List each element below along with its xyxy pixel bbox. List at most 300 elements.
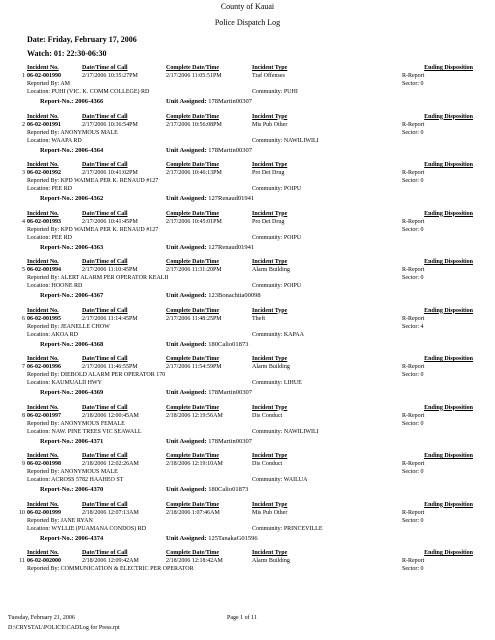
complete-time: 2/18/2006 12:18:42AM: [166, 558, 223, 564]
sector-label: Sector:: [402, 420, 419, 427]
incident-type: Theft: [252, 315, 265, 322]
ending-disposition: R-Report: [402, 170, 425, 176]
community-label: Community:: [252, 234, 283, 241]
incident-number: 06-02-001991: [27, 121, 61, 128]
unit-assigned: [166, 147, 252, 154]
community-value: NAWILIWILI: [283, 137, 319, 144]
report-number: [40, 244, 103, 251]
complete-time: 2/17/2006 10:45:01PM: [166, 218, 222, 225]
report-number: [40, 147, 103, 154]
reported-by: [27, 421, 125, 428]
sector: [402, 227, 424, 234]
report-number-value: 2006-4371: [75, 437, 104, 445]
location: [27, 283, 82, 290]
sector-value: 0: [420, 81, 424, 87]
reported-by-label: Reported By:: [27, 226, 60, 233]
community-value: NAWILIWILI: [283, 428, 319, 435]
col-header-disposition: Ending Disposition: [424, 113, 473, 120]
footer-page: Page 1 of 11: [227, 615, 257, 621]
report-number: [40, 292, 103, 299]
unit-assigned: [166, 535, 258, 542]
col-header-disposition: Ending Disposition: [424, 404, 473, 411]
col-header-disposition: Ending Disposition: [424, 356, 473, 362]
incident-number: 06-02-001993: [27, 218, 61, 225]
location-label: Location:: [27, 283, 50, 289]
location-value: PEE RD: [51, 186, 73, 192]
col-header-complete-time: Complete Date/Time: [166, 501, 220, 508]
reported-by-value: ANONYMOUS MALE: [60, 469, 118, 475]
col-header-disposition: Ending Disposition: [424, 453, 473, 459]
community: [252, 235, 301, 242]
reported-by-label: Reported By:: [27, 420, 60, 427]
reported-by-label: Reported By:: [27, 323, 60, 330]
report-number: [40, 486, 103, 493]
report-number-label: Report-No.:: [40, 243, 74, 251]
col-header-incident-type: Incident Type: [252, 453, 288, 459]
reported-by-label: Reported By:: [27, 129, 60, 136]
community-value: POIPU: [283, 186, 302, 192]
community: [252, 186, 301, 193]
unit-assigned-label: Unit Assigned:: [166, 389, 207, 396]
reported-by-value: KPD WAIMEA PER K. RENAUD #127: [60, 178, 159, 184]
complete-time: 2/18/2006 1:07:46AM: [166, 509, 220, 516]
sector-label: Sector:: [402, 323, 419, 330]
unit-assigned-value: 180Calio01873: [208, 340, 249, 348]
community: [252, 283, 301, 290]
unit-assigned: [166, 195, 254, 202]
record-number: 1: [22, 73, 25, 79]
location-value: KAUMUALII HWY: [51, 380, 102, 386]
col-header-complete-time: Complete Date/Time: [166, 162, 220, 168]
location-label: Location:: [27, 234, 50, 241]
reported-by-label: Reported By:: [27, 517, 60, 524]
incident-number: 06-02-001999: [27, 509, 61, 516]
record-number: 10: [19, 509, 25, 516]
incident-number: 06-02-001995: [27, 315, 61, 322]
unit-assigned: [166, 244, 254, 251]
sector: [402, 178, 424, 185]
col-header-disposition: Ending Disposition: [424, 162, 473, 168]
reported-by-value: COMMUNICATION & ELECTRIC PER OPERATOR: [60, 566, 194, 572]
col-header-incident-no: Incident No.: [27, 501, 59, 508]
sector: [402, 421, 424, 428]
community-label: Community:: [252, 331, 283, 338]
incident-type: Dis Conduct: [252, 461, 283, 467]
community-value: POIPU: [283, 234, 302, 241]
unit-assigned: [166, 486, 248, 493]
community-value: PRINCEVILLE: [283, 525, 323, 532]
reported-by: [27, 178, 158, 185]
sector-label: Sector:: [402, 517, 419, 524]
report-number-label: Report-No.:: [40, 389, 74, 396]
reported-by: [27, 227, 158, 234]
record-number: 6: [22, 315, 25, 322]
report-number-value: 2006-4366: [75, 98, 104, 105]
sector-value: 4: [420, 323, 424, 330]
col-header-call-time: Date/Time of Call: [82, 356, 128, 362]
unit-assigned: [166, 438, 252, 445]
reported-by: [27, 518, 93, 525]
community: [252, 332, 304, 339]
location: [27, 89, 149, 96]
footer-path: D:\CRYSTAL\POLICE\CADLog for Press.rpt: [8, 625, 120, 631]
reported-by-label: Reported By:: [27, 469, 60, 475]
community-label: Community:: [252, 477, 283, 483]
sector: [402, 518, 424, 525]
col-header-call-time: Date/Time of Call: [82, 453, 128, 459]
col-header-incident-type: Incident Type: [252, 404, 288, 411]
reported-by-label: Reported By:: [27, 275, 60, 281]
reported-by-value: KPD WAIMEA PER K. RENAUD #127: [60, 226, 159, 233]
col-header-complete-time: Complete Date/Time: [166, 550, 220, 556]
complete-time: 2/17/2006 10:56:08PM: [166, 121, 222, 128]
reported-by-value: ANONYMOUS FEMALE: [60, 420, 125, 427]
sector: [402, 130, 424, 137]
location: [27, 332, 78, 339]
complete-time: 2/18/2006 12:19:10AM: [166, 461, 223, 467]
sector: [402, 81, 424, 88]
col-header-call-time: Date/Time of Call: [82, 404, 128, 411]
location-label: Location:: [27, 428, 50, 435]
incident-type: Dis Conduct: [252, 412, 283, 419]
sector-value: 0: [420, 469, 424, 475]
complete-time: 2/17/2006 10:46:13PM: [166, 170, 222, 176]
report-number-value: 2006-4367: [75, 292, 104, 299]
community-value: POIPU: [283, 283, 302, 289]
call-time: 2/17/2006 10:41:45PM: [82, 218, 138, 225]
call-time: 2/17/2006 11:10:45PM: [82, 267, 138, 273]
col-header-call-time: Date/Time of Call: [82, 65, 128, 71]
community-label: Community:: [252, 186, 283, 192]
col-header-call-time: Date/Time of Call: [82, 210, 128, 217]
unit-assigned-label: Unit Assigned:: [166, 340, 207, 348]
sector: [402, 324, 424, 331]
sector-value: 0: [420, 566, 424, 572]
location-label: Location:: [27, 186, 50, 192]
report-number-value: 2006-4374: [75, 534, 104, 542]
report-number-label: Report-No.:: [40, 340, 74, 348]
location: [27, 138, 82, 145]
community-label: Community:: [252, 89, 283, 95]
col-header-incident-type: Incident Type: [252, 356, 288, 362]
location-value: WYLLIE (PUAMANA CONDOS) RD: [51, 525, 146, 532]
watch-line: Watch: 01: 22:30-06:30: [27, 49, 107, 58]
location: [27, 235, 72, 242]
report-number-value: 2006-4363: [75, 243, 104, 251]
sector: [402, 469, 424, 476]
ending-disposition: R-Report: [402, 267, 425, 273]
sector-value: 0: [420, 275, 424, 281]
unit-assigned-value: 178Martin00307: [208, 389, 252, 396]
col-header-call-time: Date/Time of Call: [82, 550, 128, 556]
reported-by: [27, 372, 165, 379]
report-number-value: 2006-4368: [75, 340, 104, 348]
report-number: [40, 98, 103, 105]
report-number: [40, 195, 103, 202]
ending-disposition: R-Report: [402, 461, 425, 467]
location: [27, 429, 142, 436]
community-value: WAILUA: [283, 477, 308, 483]
col-header-disposition: Ending Disposition: [424, 501, 473, 508]
location-label: Location:: [27, 89, 50, 95]
community-label: Community:: [252, 525, 283, 532]
community: [252, 526, 323, 533]
col-header-disposition: Ending Disposition: [424, 307, 473, 314]
col-header-complete-time: Complete Date/Time: [166, 404, 220, 411]
col-header-disposition: Ending Disposition: [424, 65, 473, 71]
sector-value: 0: [420, 420, 424, 427]
reported-by: [27, 275, 168, 282]
community-label: Community:: [252, 137, 283, 144]
incident-type: Pro Det Drug: [252, 170, 285, 176]
unit-assigned: [166, 341, 248, 348]
community-label: Community:: [252, 428, 283, 435]
reported-by: [27, 324, 110, 331]
location-value: WAAPA RD: [51, 137, 82, 144]
incident-number: 06-02-001998: [27, 461, 61, 467]
call-time: 2/17/2006 10:41:02PM: [82, 170, 138, 176]
unit-assigned-label: Unit Assigned:: [166, 195, 207, 202]
col-header-incident-type: Incident Type: [252, 162, 288, 168]
community: [252, 429, 319, 436]
location: [27, 477, 123, 484]
col-header-complete-time: Complete Date/Time: [166, 210, 220, 217]
col-header-incident-no: Incident No.: [27, 113, 59, 120]
call-time: 2/17/2006 10:35:27PM: [82, 73, 138, 79]
complete-time: 2/17/2006 11:48:25PM: [166, 315, 222, 322]
record-number: 11: [19, 558, 25, 564]
col-header-incident-type: Incident Type: [252, 550, 288, 556]
sector-value: 0: [420, 178, 424, 184]
community-label: Community:: [252, 380, 283, 386]
incident-number: 06-02-001992: [27, 170, 61, 176]
unit-assigned-value: 125TanakaG01596: [208, 534, 258, 542]
location-label: Location:: [27, 380, 50, 386]
incident-type: Alarm Building: [252, 267, 290, 273]
col-header-incident-type: Incident Type: [252, 65, 288, 71]
location-label: Location:: [27, 331, 50, 338]
incident-type: Traf Offenses: [252, 73, 285, 79]
call-time: 2/18/2006 12:02:26AM: [82, 461, 139, 467]
col-header-incident-type: Incident Type: [252, 210, 288, 217]
col-header-incident-type: Incident Type: [252, 113, 288, 120]
unit-assigned: [166, 98, 252, 105]
sector: [402, 275, 424, 282]
log-title: Police Dispatch Log: [214, 18, 281, 27]
sector: [402, 372, 424, 379]
col-header-call-time: Date/Time of Call: [82, 259, 128, 265]
unit-assigned-value: 178Martin00307: [208, 146, 252, 154]
record-number: 8: [22, 412, 25, 419]
reported-by-label: Reported By:: [27, 566, 60, 572]
reported-by-value: ANONYMOUS MALE: [60, 129, 118, 136]
col-header-incident-no: Incident No.: [27, 307, 59, 314]
record-number: 2: [22, 121, 25, 128]
unit-assigned-label: Unit Assigned:: [166, 486, 207, 493]
footer-date: Tuesday, February 21, 2006: [8, 615, 75, 621]
incident-number: 06-02-001990: [27, 73, 61, 79]
reported-by-value: DIEBOLD ALARM PER OPERATOR 170: [60, 372, 166, 378]
col-header-complete-time: Complete Date/Time: [166, 259, 220, 265]
unit-assigned-value: 127Renaud01941: [208, 243, 255, 251]
sector-label: Sector:: [402, 275, 419, 281]
reported-by: [27, 130, 118, 137]
col-header-complete-time: Complete Date/Time: [166, 356, 220, 362]
report-number-label: Report-No.:: [40, 486, 74, 493]
community: [252, 138, 319, 145]
ending-disposition: R-Report: [402, 412, 425, 419]
unit-assigned-label: Unit Assigned:: [166, 534, 207, 542]
col-header-incident-no: Incident No.: [27, 404, 59, 411]
sector-label: Sector:: [402, 372, 419, 378]
location-value: ACROSS 5782 HAAHEO ST: [51, 477, 124, 483]
location-label: Location:: [27, 525, 50, 532]
community-value: LIHUE: [283, 380, 302, 386]
complete-time: 2/17/2006 11:05:51PM: [166, 73, 222, 79]
unit-assigned-label: Unit Assigned:: [166, 437, 207, 445]
col-header-incident-no: Incident No.: [27, 550, 59, 556]
ending-disposition: R-Report: [402, 509, 425, 516]
unit-assigned: [166, 292, 261, 299]
complete-time: 2/17/2006 11:54:59PM: [166, 364, 222, 370]
community: [252, 89, 298, 96]
incident-number: 06-02-002000: [27, 558, 61, 564]
ending-disposition: R-Report: [402, 121, 425, 128]
date-line: Date: Friday, February 17, 2006: [27, 35, 137, 44]
report-number-label: Report-No.:: [40, 195, 74, 202]
record-number: 9: [22, 461, 25, 467]
community: [252, 380, 302, 387]
call-time: 2/17/2006 10:36:54PM: [82, 121, 138, 128]
report-number: [40, 341, 103, 348]
sector-value: 0: [420, 129, 424, 136]
call-time: 2/18/2006 12:09:42AM: [82, 558, 139, 564]
sector-label: Sector:: [402, 469, 419, 475]
col-header-call-time: Date/Time of Call: [82, 307, 128, 314]
col-header-call-time: Date/Time of Call: [82, 113, 128, 120]
unit-assigned-value: 180Calio01873: [208, 486, 249, 493]
county-title: County of Kauai: [220, 2, 275, 11]
unit-assigned-value: 127Renaud01941: [208, 195, 255, 202]
sector: [402, 566, 424, 573]
incident-type: Alarm Building: [252, 364, 290, 370]
location-value: NAW. PINE TREES VIC SEAWALL: [51, 428, 142, 435]
complete-time: 2/18/2006 12:19:56AM: [166, 412, 223, 419]
incident-number: 06-02-001997: [27, 412, 61, 419]
incident-number: 06-02-001994: [27, 267, 61, 273]
sector-value: 0: [420, 226, 424, 233]
col-header-disposition: Ending Disposition: [424, 259, 473, 265]
report-number-label: Report-No.:: [40, 437, 74, 445]
ending-disposition: R-Report: [402, 558, 425, 564]
col-header-call-time: Date/Time of Call: [82, 162, 128, 168]
unit-assigned-value: 178Martin00307: [208, 437, 252, 445]
sector-label: Sector:: [402, 226, 419, 233]
reported-by-label: Reported By:: [27, 81, 60, 87]
col-header-complete-time: Complete Date/Time: [166, 65, 220, 71]
community-value: PUHI: [283, 89, 298, 95]
location-value: AKOA RD: [51, 331, 79, 338]
ending-disposition: R-Report: [402, 315, 425, 322]
col-header-disposition: Ending Disposition: [424, 550, 473, 556]
reported-by-value: JEANELLE CHOW: [60, 323, 110, 330]
ending-disposition: R-Report: [402, 218, 425, 225]
reported-by-value: JANE RYAN: [60, 517, 93, 524]
location: [27, 380, 102, 387]
community-label: Community:: [252, 283, 283, 289]
sector-label: Sector:: [402, 129, 419, 136]
unit-assigned-label: Unit Assigned:: [166, 292, 207, 299]
report-number-label: Report-No.:: [40, 146, 74, 154]
col-header-incident-no: Incident No.: [27, 356, 59, 362]
col-header-call-time: Date/Time of Call: [82, 501, 128, 508]
report-number: [40, 438, 103, 445]
incident-type: Mis Pub Other: [252, 509, 288, 516]
reported-by-label: Reported By:: [27, 178, 60, 184]
location: [27, 526, 146, 533]
report-number-label: Report-No.:: [40, 534, 74, 542]
record-number: 4: [22, 218, 25, 225]
incident-type: Pro Det Drug: [252, 218, 285, 225]
location: [27, 186, 72, 193]
call-time: 2/18/2006 12:07:13AM: [82, 509, 139, 516]
sector-label: Sector:: [402, 178, 419, 184]
report-number-value: 2006-4364: [75, 146, 104, 154]
sector-label: Sector:: [402, 81, 419, 87]
unit-assigned-label: Unit Assigned:: [166, 243, 207, 251]
community: [252, 477, 307, 484]
col-header-incident-type: Incident Type: [252, 259, 288, 265]
ending-disposition: R-Report: [402, 364, 425, 370]
col-header-incident-no: Incident No.: [27, 453, 59, 459]
col-header-incident-no: Incident No.: [27, 65, 59, 71]
col-header-incident-no: Incident No.: [27, 162, 59, 168]
unit-assigned-value: 178Martin00307: [208, 98, 252, 105]
report-number-value: 2006-4370: [75, 486, 104, 493]
reported-by-value: AM: [60, 81, 71, 87]
col-header-complete-time: Complete Date/Time: [166, 307, 220, 314]
incident-number: 06-02-001996: [27, 364, 61, 370]
report-number-label: Report-No.:: [40, 292, 74, 299]
reported-by: [27, 469, 118, 476]
location-label: Location:: [27, 137, 50, 144]
col-header-incident-no: Incident No.: [27, 210, 59, 217]
col-header-incident-type: Incident Type: [252, 501, 288, 508]
report-number-label: Report-No.:: [40, 98, 74, 105]
incident-type: Mis Pub Other: [252, 121, 288, 128]
record-number: 5: [22, 267, 25, 273]
sector-value: 0: [420, 372, 424, 378]
unit-assigned: [166, 389, 252, 396]
col-header-incident-no: Incident No.: [27, 259, 59, 265]
incident-type: Alarm Building: [252, 558, 290, 564]
reported-by-label: Reported By:: [27, 372, 60, 378]
reported-by-value: ALERT ALARM PER OPERATOR KEALII: [60, 275, 169, 281]
location-value: PUHI (VIC. K. COMM COLLEGE) RD: [51, 89, 150, 95]
report-number-value: 2006-4369: [75, 389, 104, 396]
location-value: PEE RD: [51, 234, 73, 241]
report-number-value: 2006-4362: [75, 195, 104, 202]
complete-time: 2/17/2006 11:31:20PM: [166, 267, 222, 273]
report-number: [40, 389, 103, 396]
col-header-incident-type: Incident Type: [252, 307, 288, 314]
community-value: KAPAA: [283, 331, 304, 338]
record-number: 3: [22, 170, 25, 176]
call-time: 2/17/2006 11:14:45PM: [82, 315, 138, 322]
sector-value: 0: [420, 517, 424, 524]
call-time: 2/17/2006 11:46:55PM: [82, 364, 138, 370]
sector-label: Sector:: [402, 566, 419, 572]
